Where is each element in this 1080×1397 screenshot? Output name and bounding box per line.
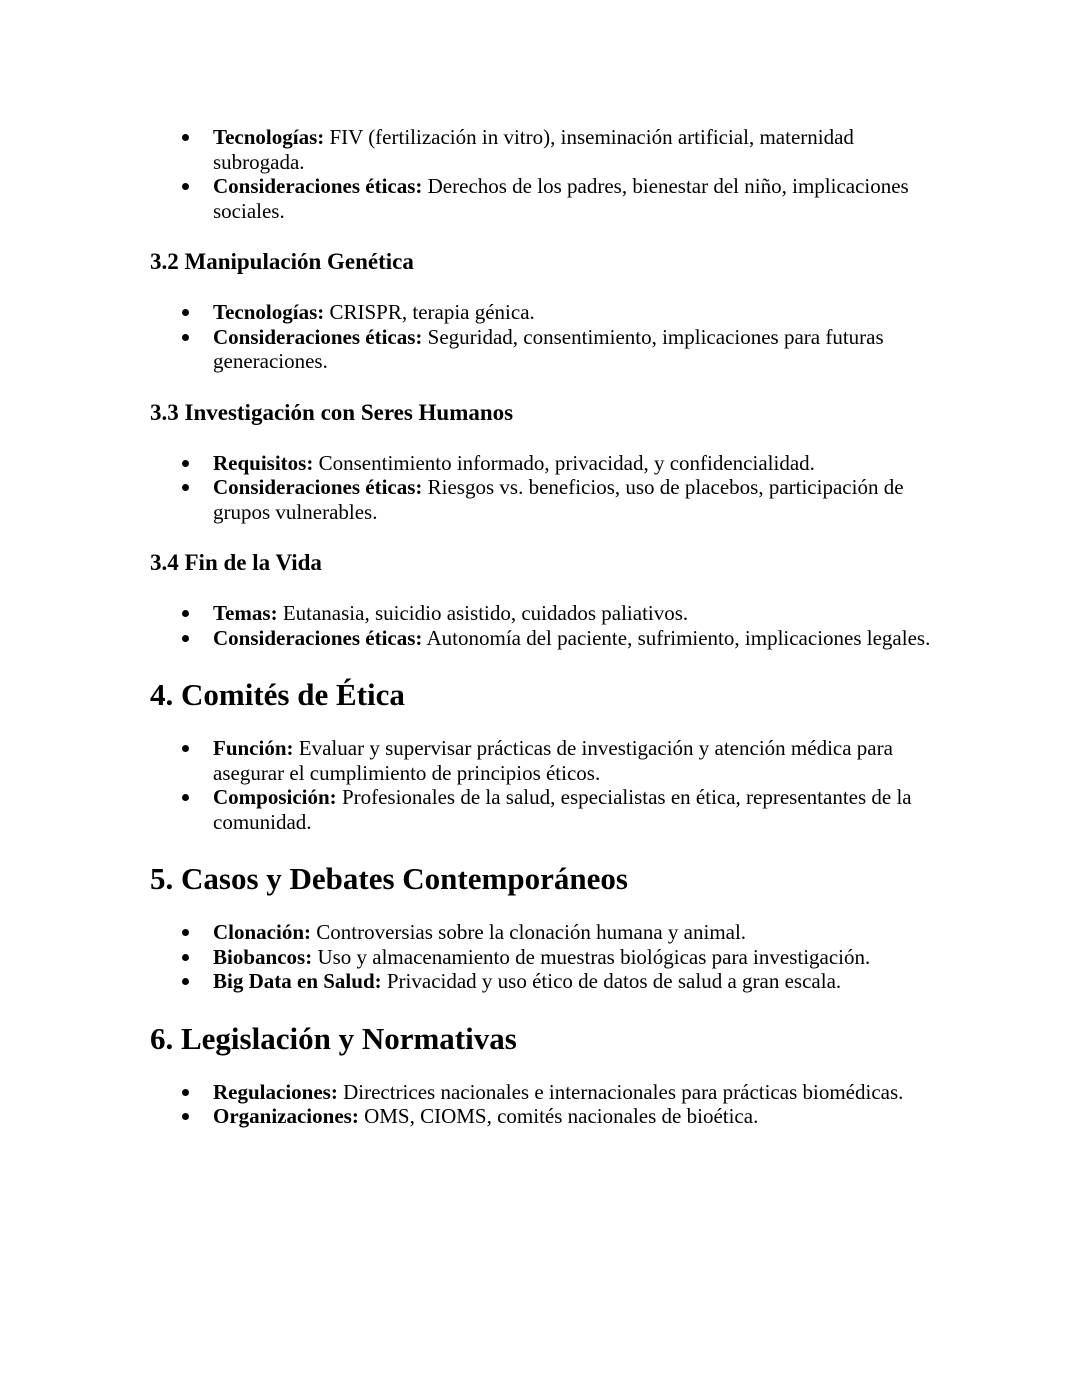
item-label: Composición: bbox=[213, 785, 337, 809]
item-text: Controversias sobre la clonación humana y animal. bbox=[311, 920, 747, 944]
item-label: Consideraciones éticas: bbox=[213, 475, 423, 499]
item-label: Tecnologías: bbox=[213, 300, 325, 324]
item-text: Evaluar y supervisar prácticas de investigación y atención médica para asegurar el cumplimiento de principios éticos. bbox=[213, 736, 893, 785]
item-text: Profesionales de la salud, especialistas en ética, representantes de la comunidad. bbox=[213, 785, 912, 834]
item-text: Eutanasia, suicidio asistido, cuidados paliativos. bbox=[277, 601, 689, 625]
list-item bbox=[150, 174, 940, 223]
item-label: Consideraciones éticas: bbox=[213, 174, 423, 198]
item-text: Autonomía del paciente, sufrimiento, implicaciones legales. bbox=[422, 625, 931, 650]
list-item bbox=[150, 1104, 940, 1129]
list-item bbox=[150, 626, 940, 651]
heading-investigacion-seres-humanos: 3.3 Investigación con Seres Humanos bbox=[150, 399, 514, 425]
heading-casos-y-debates: 5. Casos y Debates Contemporáneos bbox=[150, 861, 628, 896]
item-label: Requisitos: bbox=[213, 450, 314, 475]
list-item bbox=[150, 125, 940, 174]
legislacion-y-normativas-list bbox=[150, 1080, 940, 1129]
item-label: Tecnologías: bbox=[213, 125, 325, 149]
fin-de-la-vida-list bbox=[150, 601, 940, 650]
item-text: OMS, CIOMS, comités nacionales de bioética. bbox=[358, 1104, 759, 1128]
comites-de-etica-list bbox=[150, 736, 940, 834]
list-item bbox=[150, 920, 940, 945]
heading-fin-de-la-vida: 3.4 Fin de la Vida bbox=[150, 550, 322, 575]
list-item bbox=[150, 325, 940, 374]
document-page bbox=[150, 125, 940, 1129]
item-label: Biobancos: bbox=[213, 944, 313, 969]
investigacion-seres-humanos-list bbox=[150, 451, 940, 525]
list-item bbox=[150, 601, 940, 626]
item-text: Riesgos vs. beneficios, uso de placebos, participación de grupos vulnerables. bbox=[213, 475, 904, 524]
item-text: Derechos de los padres, bienestar del niño, implicaciones sociales. bbox=[213, 174, 909, 223]
list-item bbox=[150, 475, 940, 524]
list-item bbox=[150, 785, 940, 834]
item-label: Regulaciones: bbox=[213, 1079, 338, 1104]
item-text: Privacidad y uso ético de datos de salud a gran escala. bbox=[381, 969, 842, 993]
item-label: Clonación: bbox=[213, 920, 312, 944]
item-label: Temas: bbox=[213, 601, 278, 625]
item-text: CRISPR, terapia génica. bbox=[324, 300, 535, 324]
item-text: FIV (fertilización in vitro), inseminación artificial, maternidad subrogada. bbox=[213, 125, 854, 174]
list-item bbox=[150, 736, 940, 785]
list-item bbox=[150, 945, 940, 970]
manipulacion-genetica-list bbox=[150, 300, 940, 374]
heading-comites-de-etica: 4. Comités de Ética bbox=[150, 677, 405, 712]
list-item bbox=[150, 1080, 940, 1105]
item-label: Consideraciones éticas: bbox=[213, 625, 423, 650]
list-item bbox=[150, 300, 940, 325]
casos-y-debates-list bbox=[150, 920, 940, 994]
item-label: Big Data en Salud: bbox=[213, 969, 382, 993]
item-label: Consideraciones éticas: bbox=[213, 324, 423, 349]
list-item bbox=[150, 969, 940, 994]
heading-legislacion-y-normativas: 6. Legislación y Normativas bbox=[150, 1020, 517, 1056]
item-text: Directrices nacionales e internacionales para prácticas biomédicas. bbox=[337, 1079, 904, 1104]
intro-bullet-list bbox=[150, 125, 940, 223]
heading-manipulacion-genetica: 3.2 Manipulación Genética bbox=[150, 249, 414, 274]
item-text: Consentimiento informado, privacidad, y confidencialidad. bbox=[313, 450, 815, 475]
list-item bbox=[150, 451, 940, 476]
item-label: Organizaciones: bbox=[213, 1104, 359, 1128]
item-label: Función: bbox=[213, 736, 294, 760]
item-text: Uso y almacenamiento de muestras biológicas para investigación. bbox=[312, 944, 871, 969]
item-text: Seguridad, consentimiento, implicaciones para futuras generaciones. bbox=[213, 324, 884, 373]
